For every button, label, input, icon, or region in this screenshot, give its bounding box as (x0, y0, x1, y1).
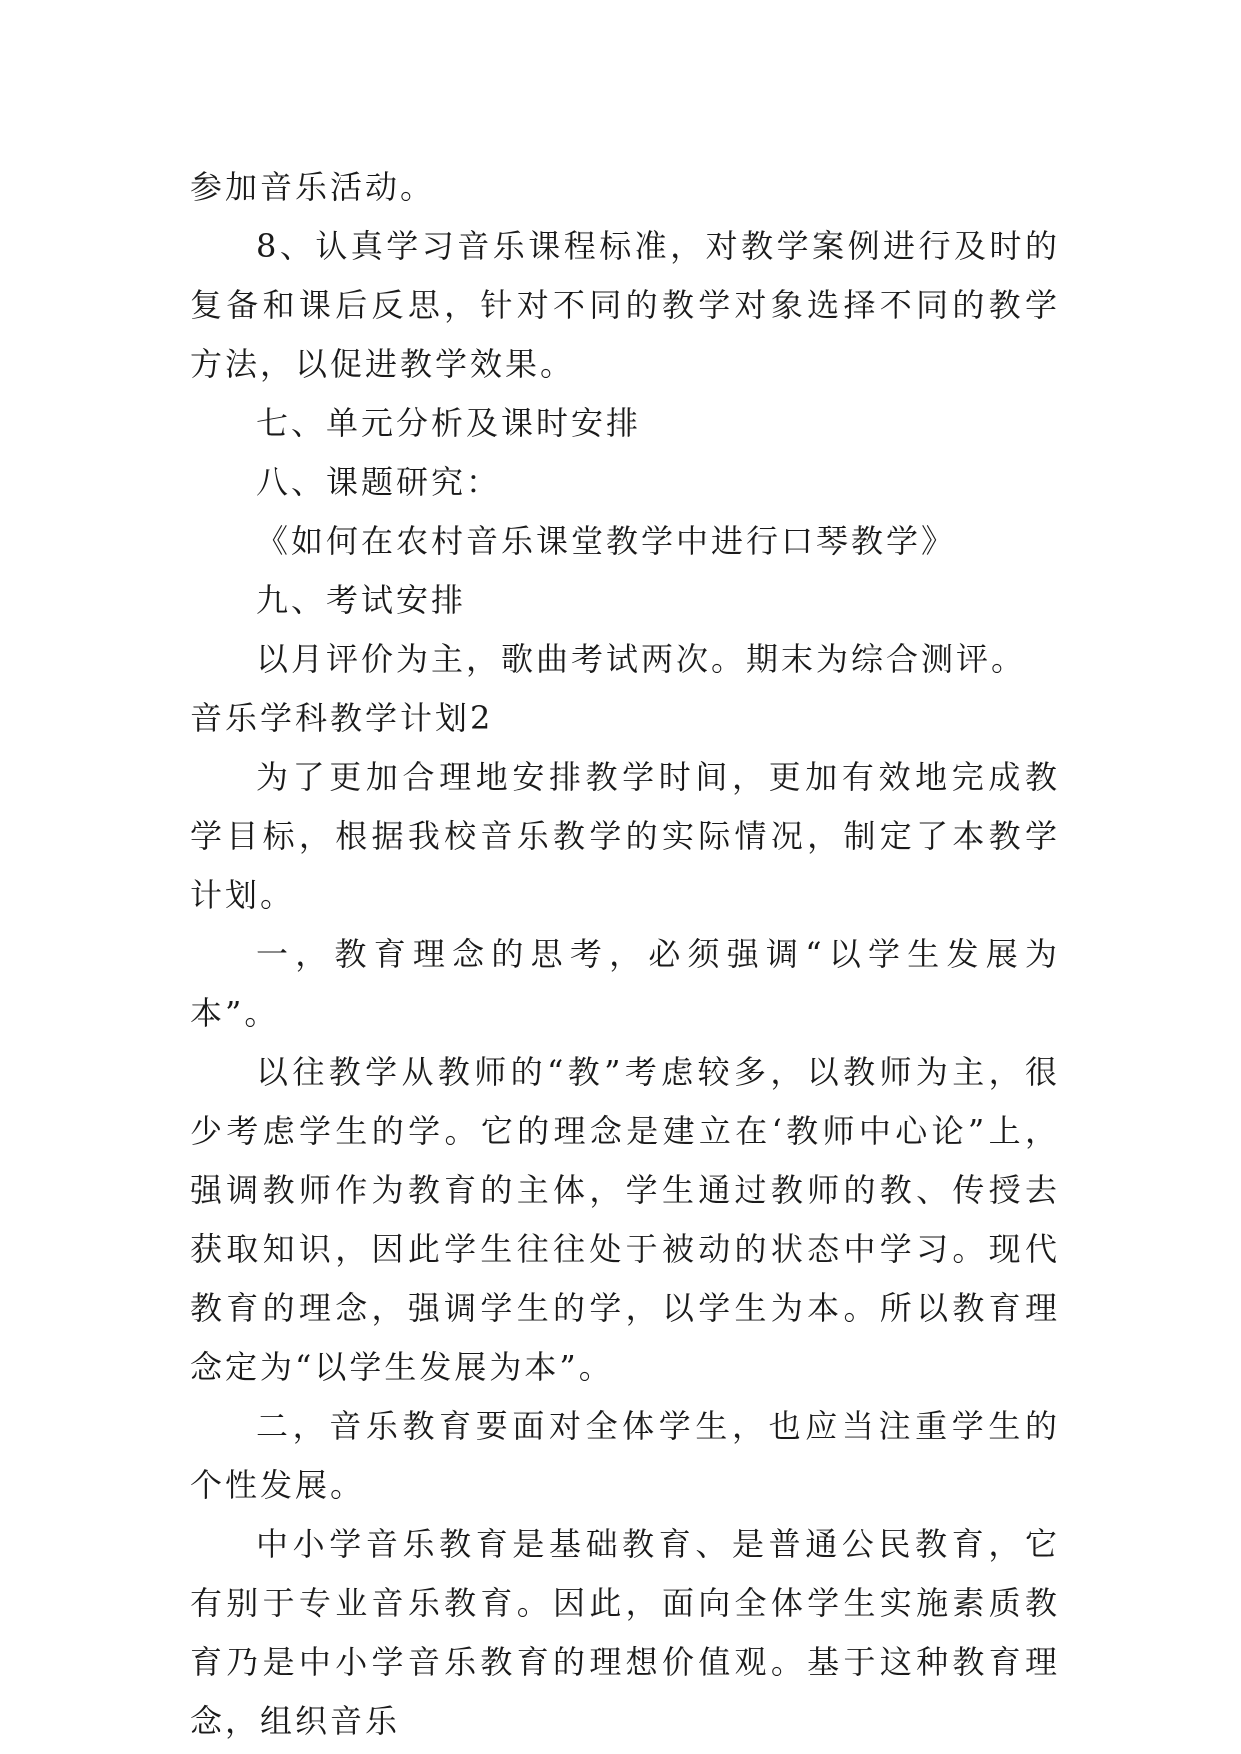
section-heading: 二，音乐教育要面对全体学生，也应当注重学生的个性发展。 (190, 1407, 1060, 1504)
paragraph: 8、认真学习音乐课程标准，对教学案例进行及时的复备和课后反思，针对不同的教学对象选择不同的教学方法，以促进教学效果。 (190, 227, 1060, 383)
section-heading: 一，教育理念的思考，必须强调“以学生发展为本”。 (190, 935, 1060, 1032)
paragraph: 中小学音乐教育是基础教育、是普通公民教育，它有别于专业音乐教育。因此，面向全体学生实施素质教育乃是中小学音乐教育的理想价值观。基于这种教育理念，组织音乐 (190, 1525, 1060, 1740)
paragraph: 以往教学从教师的“教”考虑较多，以教师为主，很少考虑学生的学。它的理念是建立在‘教师中心论”上，强调教师作为教育的主体，学生通过教师的教、传授去获取知识，因此学生往往处于被动的状态中学习。现代教育的理念，强调学生的学，以学生为本。所以教育理念定为“以学生发展为本”。 (190, 1053, 1060, 1386)
section-heading: 八、课题研究： (256, 463, 502, 501)
section-heading: 九、考试安排 (256, 581, 467, 619)
paragraph: 以月评价为主，歌曲考试两次。期末为综合测评。 (256, 640, 1027, 678)
document-title: 音乐学科教学计划2 (190, 699, 494, 737)
document-body (190, 158, 1060, 1751)
paragraph: 参加音乐活动。 (190, 168, 436, 206)
paragraph: 为了更加合理地安排教学时间，更加有效地完成教学目标，根据我校音乐教学的实际情况，制定了本教学计划。 (190, 758, 1060, 914)
section-heading: 七、单元分析及课时安排 (256, 404, 642, 442)
paragraph: 《如何在农村音乐课堂教学中进行口琴教学》 (256, 522, 957, 560)
